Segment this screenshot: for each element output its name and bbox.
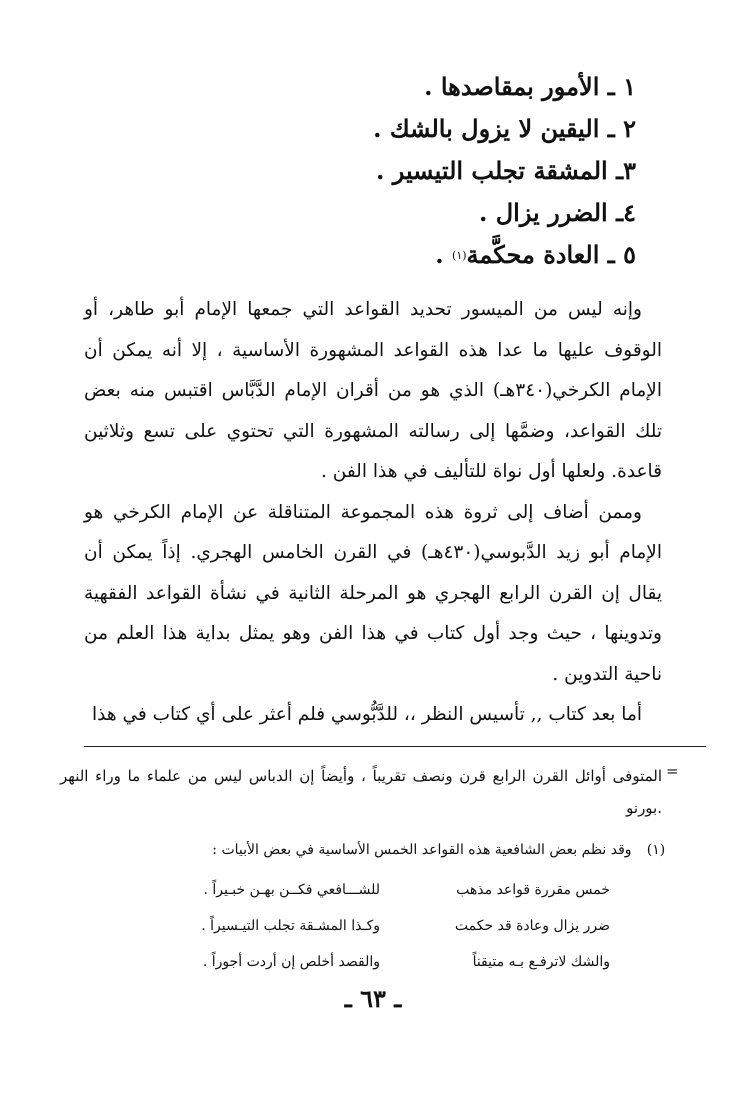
footnote-continuation-mark: = (666, 762, 679, 780)
verse-first-hemistich: ضرر يزال وعادة قد حكمت (454, 918, 610, 934)
verse-second-hemistich: للشـــافعي فكــن بهـن خبـيراً . (203, 882, 380, 898)
rule-item-3: ٣ـ المشقة تجلب التيسير . (375, 156, 636, 185)
footnote-1-number: (١) (646, 842, 666, 858)
verse-second-hemistich: والقصد أخلص إن أردت أجوراً . (202, 954, 380, 970)
body-text (84, 290, 662, 736)
verse-line (140, 908, 610, 944)
rule-item-4: ٤ـ الضرر يزال . (479, 198, 636, 227)
five-rules-list (90, 66, 636, 276)
paragraph-3: أما بعد كتاب ,, تأسيس النظر ،، للدَّبُّوسي فلم أعثر على أي كتاب في هذا (91, 704, 642, 725)
rule-item-5 (90, 234, 636, 276)
verse-line (140, 944, 610, 980)
rule-item-2: ٢ ـ اليقين لا يزول بالشك . (373, 114, 636, 143)
footnote-verses (140, 872, 610, 980)
footnote-divider (84, 746, 706, 747)
page-number: ـ ٦٣ ـ (344, 984, 402, 1013)
paragraph-2: وممن أضاف إلى ثروة هذه المجموعة المتناقلة عن الإمام الكرخي هو الإمام أبو زيد الدَّبوسي(٤٣٠هـ) في القرن الخامس الهجري. إذاً يمكن أن يقال إن القرن الرابع الهجري هو المرحلة الثانية في نشأة القواعد الفقهية وتدوينها ، حيث وجد أول كتاب في هذا الفن وهو يمثل بداية هذا العلم من ناحية التدوين . (84, 501, 662, 685)
rule-item-5-tail: . (435, 240, 453, 269)
verse-line (140, 872, 610, 908)
verse-first-hemistich: خمس مقررة قواعد مذهب (456, 882, 610, 898)
rule-item-1: ١ ـ الأمور بمقاصدها . (424, 72, 636, 101)
footnote-continuation: المتوفى أوائل القرن الرابع قرن ونصف تقريباً ، وأيضاً إن الدباس ليس من علماء ما وراء النهر .بورنو (60, 767, 662, 817)
rule-item-5-text: ٥ ـ العادة محكَّمة (466, 240, 636, 269)
footnote-1 (120, 838, 676, 862)
paragraph-1: وإنه ليس من الميسور تحديد القواعد التي جمعها الإمام أبو طاهر، أو الوقوف عليها ما عدا هذه القواعد المشهورة الأساسية ، إلا أنه يمكن أن الإمام الكرخي(٣٤٠هـ) الذي هو من أقران الإمام الدَّبَّاس اقتبس منه بعض تلك القواعد، وضمَّها إلى رسالته المشهورة التي تحتوي على تسع وثلاثين قاعدة. ولعلها أول نواة للتأليف في هذا الفن . (84, 299, 662, 482)
verse-second-hemistich: وكـذا المشـقة تجلب التيـسيراً . (201, 918, 380, 934)
verse-first-hemistich: والشك لاترفـع بـه متيقناً (472, 954, 610, 970)
footnote-1-text: وقد نظم بعض الشافعية هذه القواعد الخمس الأساسية في بعض الأبيات : (212, 842, 632, 858)
footnote-reference[interactable]: (١) (452, 249, 467, 262)
